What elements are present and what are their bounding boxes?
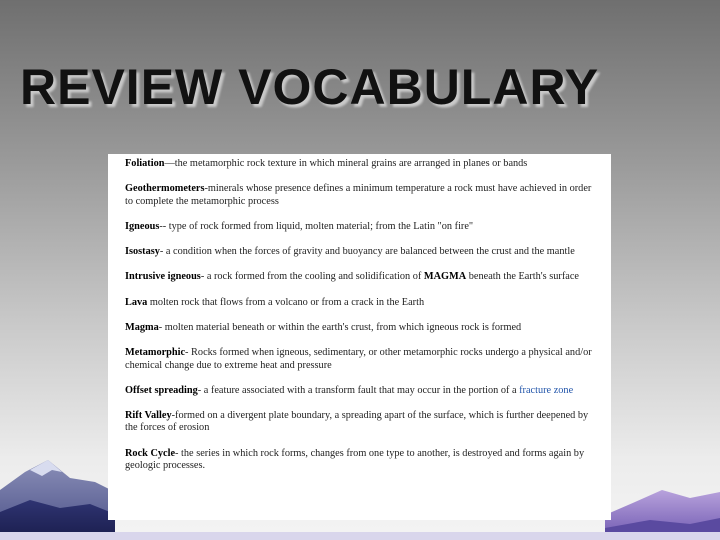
vocab-entry-geothermometers xyxy=(125,183,595,208)
slide-title: REVIEW VOCABULARY xyxy=(20,59,600,115)
vocab-definition: - Rocks formed when igneous, sedimentary, or other metamorphic rocks undergo a physical and/or chemical change due to extreme heat and pressure xyxy=(125,346,592,371)
fracture-zone-link[interactable]: fracture zone xyxy=(519,384,574,396)
vocab-definition: molten rock that flows from a volcano or from a crack in the Earth xyxy=(147,296,425,308)
vocab-term: Magma xyxy=(125,321,159,333)
vocab-definition: -- type of rock formed from liquid, molten material; from the Latin "on fire" xyxy=(159,220,474,232)
vocab-definition: - molten material beneath or within the earth's crust, from which igneous rock is formed xyxy=(158,321,522,333)
vocab-term: Lava xyxy=(125,296,148,308)
vocab-entry-isostasy xyxy=(125,246,595,259)
vocab-entry-offset-spreading xyxy=(125,385,595,398)
vocab-term: Metamorphic xyxy=(125,346,186,358)
vocab-entry-igneous xyxy=(125,221,595,234)
vocabulary-list xyxy=(108,154,611,520)
vocab-term: Rock Cycle xyxy=(125,447,176,459)
vocab-entry-lava xyxy=(125,297,595,310)
vocab-definition: —the metamorphic rock texture in which mineral grains are arranged in planes or bands xyxy=(164,158,528,169)
vocab-term: Rift Valley xyxy=(125,409,172,421)
ground-strip xyxy=(0,532,720,540)
vocab-term: Isostasy xyxy=(125,246,160,258)
vocab-entry-metamorphic xyxy=(125,347,595,372)
vocab-term: Offset spreading xyxy=(125,384,198,396)
vocab-term: Geothermometers xyxy=(125,183,205,195)
vocab-definition-emphasis: MAGMA xyxy=(423,271,467,283)
vocab-term: Igneous xyxy=(125,220,160,232)
vocab-term: Foliation xyxy=(125,158,165,169)
vocab-definition: beneath the Earth's surface xyxy=(466,271,579,283)
vocab-definition: - the series in which rock forms, changes from one type to another, is destroyed and forms again by geologic processes. xyxy=(125,447,585,472)
vocab-entry-intrusive-igneous xyxy=(125,271,595,284)
vocab-definition: -formed on a divergent plate boundary, a spreading apart of the surface, which is further deepened by the forces of erosion xyxy=(125,409,589,434)
vocab-term: Intrusive igneous xyxy=(125,271,201,283)
vocab-entry-magma xyxy=(125,322,595,335)
vocab-definition: - a feature associated with a transform fault that may occur in the portion of a xyxy=(197,384,520,396)
vocab-definition: - a condition when the forces of gravity and buoyancy are balanced between the crust and the mantle xyxy=(159,246,575,258)
vocab-definition: -minerals whose presence defines a minimum temperature a rock must have achieved in order to complete the metamorphic process xyxy=(125,183,592,207)
vocab-entry-rock-cycle xyxy=(125,448,595,473)
vocab-entry-foliation xyxy=(125,158,595,171)
vocab-entry-rift-valley xyxy=(125,410,595,435)
vocab-definition: - a rock formed from the cooling and solidification of xyxy=(200,271,424,283)
